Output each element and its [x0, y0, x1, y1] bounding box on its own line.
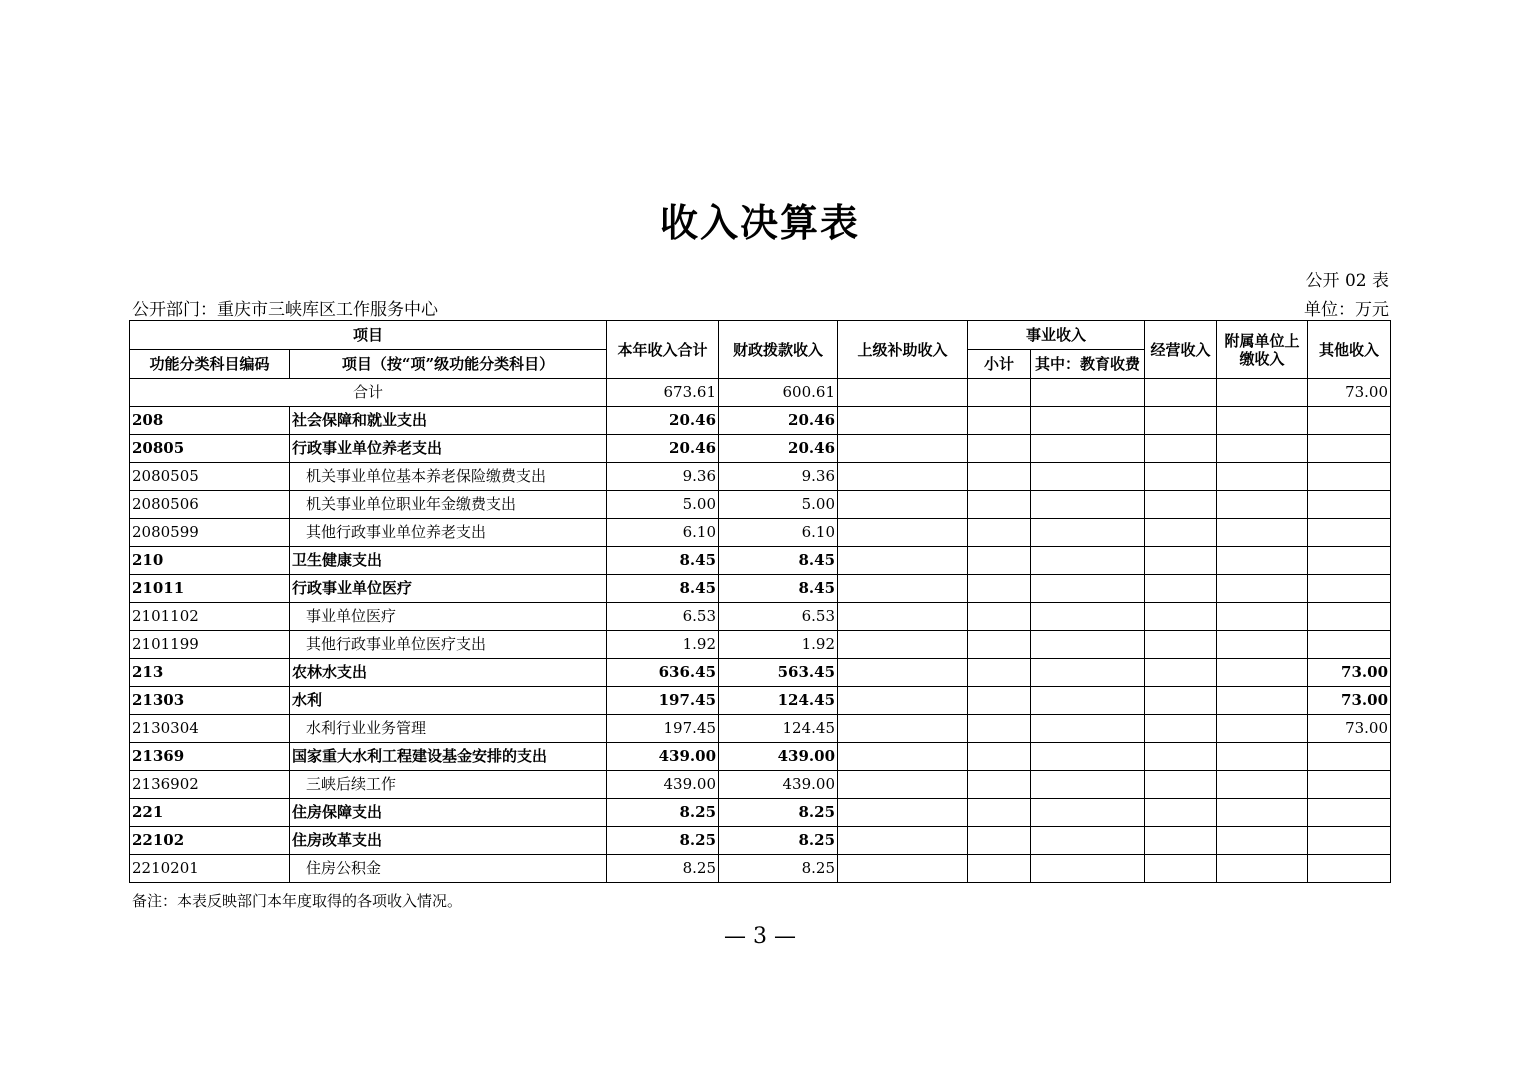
row-code: 2101199: [130, 631, 290, 659]
row-subtotal: [968, 715, 1031, 743]
row-total: 9.36: [607, 463, 719, 491]
row-name: 行政事业单位医疗: [290, 575, 607, 603]
row-superior: [838, 631, 968, 659]
row-other: [1308, 407, 1391, 435]
row-other: [1308, 771, 1391, 799]
row-name: 卫生健康支出: [290, 547, 607, 575]
row-business: [1145, 491, 1217, 519]
row-name: 机关事业单位职业年金缴费支出: [290, 491, 607, 519]
row-fiscal: 20.46: [719, 435, 838, 463]
row-other: [1308, 855, 1391, 883]
row-affiliate: [1217, 435, 1308, 463]
row-other: [1308, 631, 1391, 659]
row-superior: [838, 771, 968, 799]
total-superior: [838, 379, 968, 407]
row-fiscal: 9.36: [719, 463, 838, 491]
header-item: 项目: [130, 321, 607, 350]
row-superior: [838, 855, 968, 883]
row-name: 住房公积金: [290, 855, 607, 883]
total-other: 73.00: [1308, 379, 1391, 407]
row-business: [1145, 827, 1217, 855]
row-subtotal: [968, 435, 1031, 463]
row-total: 20.46: [607, 435, 719, 463]
row-other: 73.00: [1308, 715, 1391, 743]
table-row: [130, 575, 1391, 603]
row-edu: [1031, 547, 1145, 575]
row-total: 8.45: [607, 575, 719, 603]
row-name: 行政事业单位养老支出: [290, 435, 607, 463]
row-edu: [1031, 491, 1145, 519]
row-code: 22102: [130, 827, 290, 855]
row-name: 水利行业业务管理: [290, 715, 607, 743]
row-business: [1145, 687, 1217, 715]
row-code: 210: [130, 547, 290, 575]
row-code: 21369: [130, 743, 290, 771]
total-label: 合计: [130, 379, 607, 407]
row-name: 国家重大水利工程建设基金安排的支出: [290, 743, 607, 771]
row-name: 机关事业单位基本养老保险缴费支出: [290, 463, 607, 491]
row-affiliate: [1217, 799, 1308, 827]
row-business: [1145, 547, 1217, 575]
row-affiliate: [1217, 855, 1308, 883]
table-row: [130, 631, 1391, 659]
row-affiliate: [1217, 687, 1308, 715]
row-total: 439.00: [607, 771, 719, 799]
row-subtotal: [968, 407, 1031, 435]
table-row: [130, 435, 1391, 463]
total-fiscal: 600.61: [719, 379, 838, 407]
row-superior: [838, 603, 968, 631]
row-subtotal: [968, 799, 1031, 827]
row-fiscal: 1.92: [719, 631, 838, 659]
row-edu: [1031, 519, 1145, 547]
row-superior: [838, 407, 968, 435]
row-code: 2210201: [130, 855, 290, 883]
header-other: 其他收入: [1308, 321, 1391, 379]
row-affiliate: [1217, 575, 1308, 603]
row-total: 636.45: [607, 659, 719, 687]
row-fiscal: 439.00: [719, 771, 838, 799]
row-affiliate: [1217, 715, 1308, 743]
row-fiscal: 8.25: [719, 799, 838, 827]
total-row: [130, 379, 1391, 407]
row-name: 其他行政事业单位养老支出: [290, 519, 607, 547]
row-superior: [838, 575, 968, 603]
row-code: 2080599: [130, 519, 290, 547]
table-row: [130, 743, 1391, 771]
row-subtotal: [968, 687, 1031, 715]
total-affiliate: [1217, 379, 1308, 407]
row-affiliate: [1217, 827, 1308, 855]
row-fiscal: 8.45: [719, 575, 838, 603]
row-fiscal: 563.45: [719, 659, 838, 687]
table-row: [130, 547, 1391, 575]
row-superior: [838, 659, 968, 687]
row-subtotal: [968, 603, 1031, 631]
row-superior: [838, 715, 968, 743]
footnote: 备注：本表反映部门本年度取得的各项收入情况。: [132, 892, 463, 910]
row-edu: [1031, 659, 1145, 687]
row-business: [1145, 771, 1217, 799]
row-edu: [1031, 603, 1145, 631]
row-affiliate: [1217, 463, 1308, 491]
row-other: [1308, 575, 1391, 603]
row-code: 2130304: [130, 715, 290, 743]
row-name: 农林水支出: [290, 659, 607, 687]
row-business: [1145, 743, 1217, 771]
row-edu: [1031, 463, 1145, 491]
table-row: [130, 771, 1391, 799]
header-fiscal: 财政拨款收入: [719, 321, 838, 379]
header-career: 事业收入: [968, 321, 1145, 350]
row-other: [1308, 547, 1391, 575]
row-total: 8.25: [607, 855, 719, 883]
row-name: 住房保障支出: [290, 799, 607, 827]
row-fiscal: 8.25: [719, 827, 838, 855]
row-fiscal: 124.45: [719, 687, 838, 715]
row-subtotal: [968, 519, 1031, 547]
row-affiliate: [1217, 491, 1308, 519]
row-edu: [1031, 687, 1145, 715]
row-superior: [838, 687, 968, 715]
row-superior: [838, 799, 968, 827]
header-subtotal: 小计: [968, 350, 1031, 379]
total-business: [1145, 379, 1217, 407]
row-business: [1145, 407, 1217, 435]
row-edu: [1031, 435, 1145, 463]
row-total: 6.53: [607, 603, 719, 631]
row-subtotal: [968, 491, 1031, 519]
row-code: 2080505: [130, 463, 290, 491]
row-total: 197.45: [607, 715, 719, 743]
income-table: [129, 320, 1391, 883]
row-business: [1145, 855, 1217, 883]
row-business: [1145, 575, 1217, 603]
row-name: 事业单位医疗: [290, 603, 607, 631]
row-name: 其他行政事业单位医疗支出: [290, 631, 607, 659]
header-total: 本年收入合计: [607, 321, 719, 379]
row-business: [1145, 715, 1217, 743]
row-subtotal: [968, 659, 1031, 687]
row-code: 221: [130, 799, 290, 827]
row-total: 8.25: [607, 827, 719, 855]
row-subtotal: [968, 463, 1031, 491]
row-edu: [1031, 575, 1145, 603]
row-name: 社会保障和就业支出: [290, 407, 607, 435]
row-edu: [1031, 855, 1145, 883]
row-affiliate: [1217, 771, 1308, 799]
row-name: 水利: [290, 687, 607, 715]
row-superior: [838, 435, 968, 463]
row-other: 73.00: [1308, 659, 1391, 687]
row-total: 8.45: [607, 547, 719, 575]
row-fiscal: 8.45: [719, 547, 838, 575]
row-business: [1145, 659, 1217, 687]
header-code: 功能分类科目编码: [130, 350, 290, 379]
row-code: 213: [130, 659, 290, 687]
row-fiscal: 20.46: [719, 407, 838, 435]
row-fiscal: 6.10: [719, 519, 838, 547]
row-total: 5.00: [607, 491, 719, 519]
row-other: [1308, 435, 1391, 463]
row-fiscal: 5.00: [719, 491, 838, 519]
form-number: 公开 02 表: [1305, 271, 1389, 291]
row-other: [1308, 463, 1391, 491]
row-subtotal: [968, 631, 1031, 659]
page-number: — 3 —: [724, 924, 796, 949]
row-fiscal: 439.00: [719, 743, 838, 771]
row-name: 三峡后续工作: [290, 771, 607, 799]
total-total: 673.61: [607, 379, 719, 407]
table-row: [130, 463, 1391, 491]
row-code: 2101102: [130, 603, 290, 631]
table-row: [130, 519, 1391, 547]
row-code: 21011: [130, 575, 290, 603]
row-total: 439.00: [607, 743, 719, 771]
table-row: [130, 855, 1391, 883]
row-affiliate: [1217, 743, 1308, 771]
row-total: 197.45: [607, 687, 719, 715]
row-edu: [1031, 799, 1145, 827]
row-affiliate: [1217, 547, 1308, 575]
row-subtotal: [968, 743, 1031, 771]
row-affiliate: [1217, 631, 1308, 659]
row-superior: [838, 547, 968, 575]
row-business: [1145, 631, 1217, 659]
row-total: 1.92: [607, 631, 719, 659]
header-superior: 上级补助收入: [838, 321, 968, 379]
row-fiscal: 6.53: [719, 603, 838, 631]
row-business: [1145, 463, 1217, 491]
row-affiliate: [1217, 519, 1308, 547]
row-business: [1145, 799, 1217, 827]
unit-line: 单位：万元: [1304, 300, 1389, 320]
row-total: 6.10: [607, 519, 719, 547]
department-line: 公开部门：重庆市三峡库区工作服务中心: [132, 300, 438, 320]
row-affiliate: [1217, 407, 1308, 435]
row-code: 2136902: [130, 771, 290, 799]
row-edu: [1031, 771, 1145, 799]
table-row: [130, 715, 1391, 743]
table-row: [130, 603, 1391, 631]
table-row: [130, 659, 1391, 687]
row-code: 2080506: [130, 491, 290, 519]
header-business: 经营收入: [1145, 321, 1217, 379]
row-business: [1145, 519, 1217, 547]
row-subtotal: [968, 855, 1031, 883]
row-superior: [838, 519, 968, 547]
row-other: [1308, 827, 1391, 855]
row-name: 住房改革支出: [290, 827, 607, 855]
table-row: [130, 687, 1391, 715]
row-code: 20805: [130, 435, 290, 463]
table-row: [130, 827, 1391, 855]
page-title: 收入决算表: [659, 200, 860, 245]
row-edu: [1031, 743, 1145, 771]
row-edu: [1031, 631, 1145, 659]
row-affiliate: [1217, 659, 1308, 687]
row-total: 20.46: [607, 407, 719, 435]
row-subtotal: [968, 547, 1031, 575]
row-other: [1308, 743, 1391, 771]
row-business: [1145, 435, 1217, 463]
row-subtotal: [968, 827, 1031, 855]
row-total: 8.25: [607, 799, 719, 827]
row-superior: [838, 827, 968, 855]
row-code: 21303: [130, 687, 290, 715]
row-other: [1308, 519, 1391, 547]
total-edu: [1031, 379, 1145, 407]
row-subtotal: [968, 771, 1031, 799]
row-other: [1308, 603, 1391, 631]
row-edu: [1031, 827, 1145, 855]
row-other: [1308, 491, 1391, 519]
row-edu: [1031, 715, 1145, 743]
row-fiscal: 124.45: [719, 715, 838, 743]
row-superior: [838, 463, 968, 491]
row-other: 73.00: [1308, 687, 1391, 715]
header-name: 项目（按“项”级功能分类科目）: [290, 350, 607, 379]
row-fiscal: 8.25: [719, 855, 838, 883]
row-affiliate: [1217, 603, 1308, 631]
row-superior: [838, 491, 968, 519]
row-edu: [1031, 407, 1145, 435]
header-edu: 其中：教育收费: [1031, 350, 1145, 379]
row-other: [1308, 799, 1391, 827]
row-superior: [838, 743, 968, 771]
row-subtotal: [968, 575, 1031, 603]
total-subtotal: [968, 379, 1031, 407]
table-row: [130, 407, 1391, 435]
header-affiliate: 附属单位上缴收入: [1217, 321, 1308, 379]
row-business: [1145, 603, 1217, 631]
table-row: [130, 491, 1391, 519]
table-row: [130, 799, 1391, 827]
row-code: 208: [130, 407, 290, 435]
